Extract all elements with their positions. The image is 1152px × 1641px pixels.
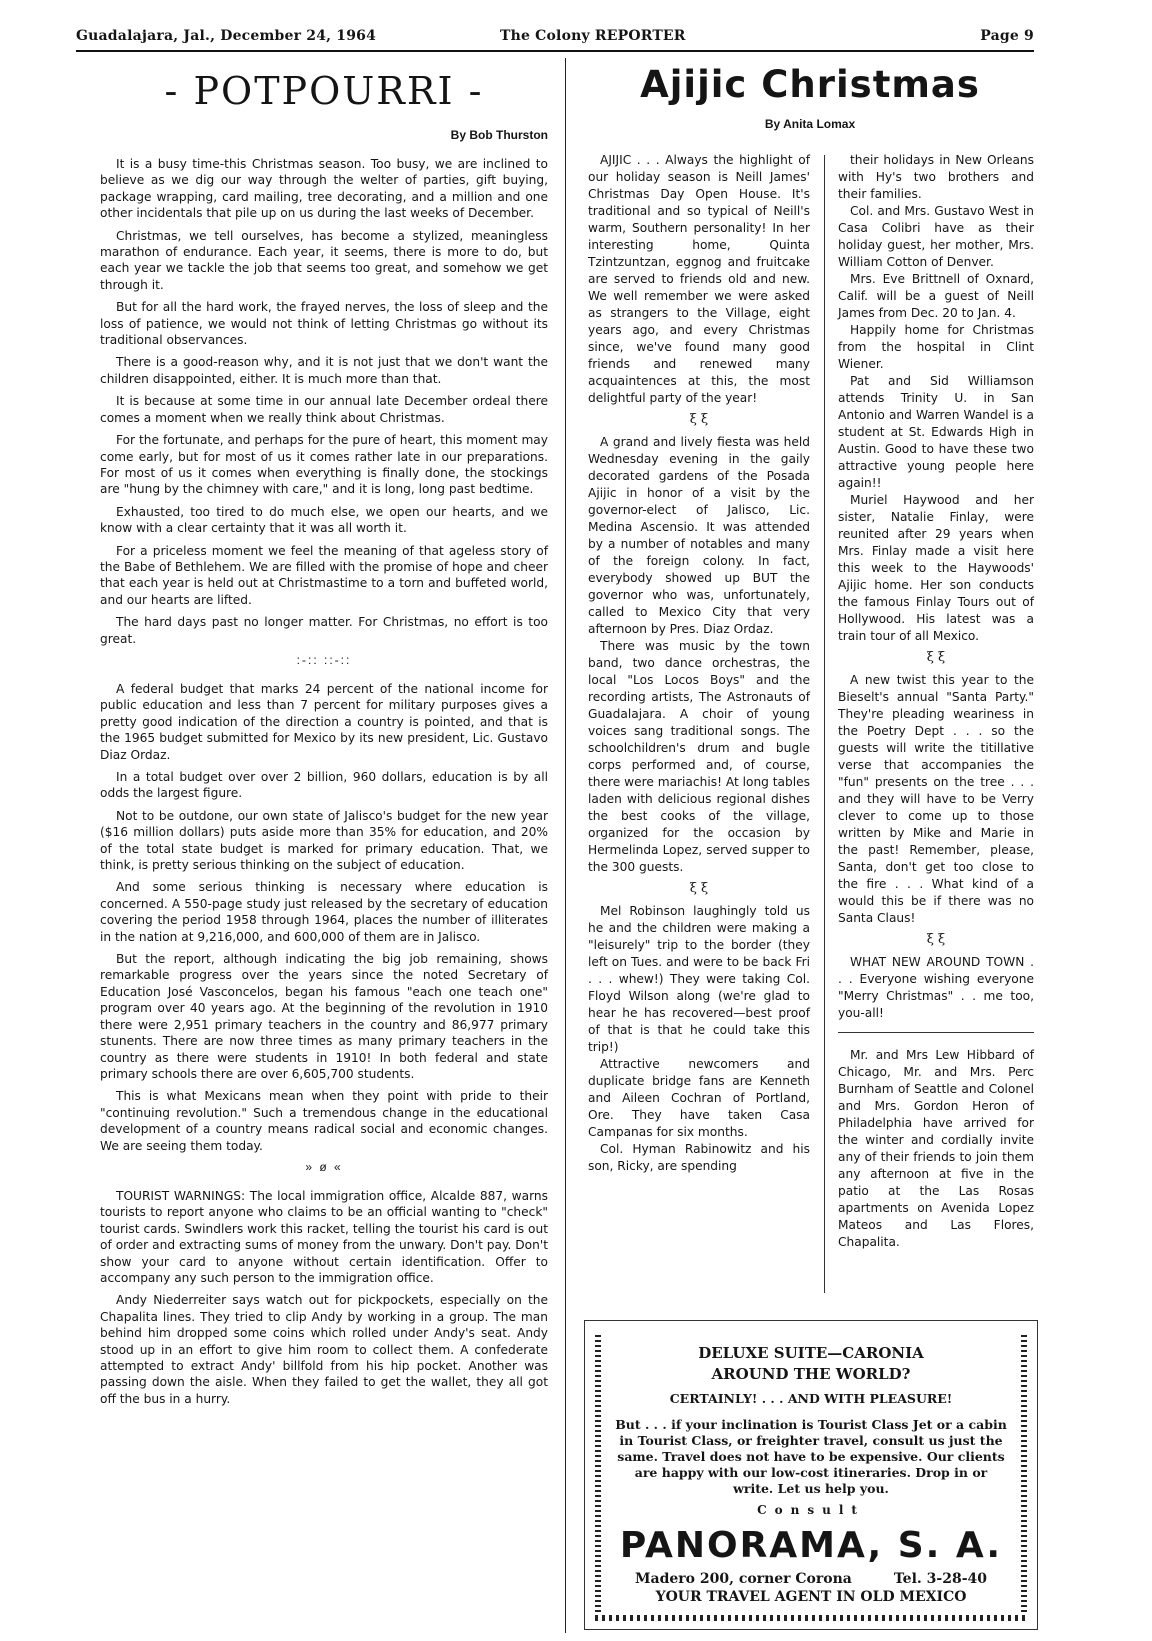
ad-contact	[615, 1571, 1007, 1587]
paragraph: There is a good-reason why, and it is not just that we don't want the children disappointed, either. It is much more than that.	[100, 355, 548, 386]
paragraph: Col. and Mrs. Gustavo West in Casa Colibri have as their holiday guest, her mother, Mrs. William Cotton of Denver.	[838, 204, 1034, 269]
paragraph: Pat and Sid Williamson attends Trinity U. in San Antonio and Warren Wandel is a student at St. Edwards High in Austin. Good to have these two attractive young people here again!!	[838, 374, 1034, 490]
ad-border-bottom	[595, 1615, 1027, 1621]
ad-tagline: CERTAINLY! . . . AND WITH PLEASURE!	[669, 1391, 953, 1406]
header-page-number: Page 9	[980, 28, 1034, 44]
paragraph: Mel Robinson laughingly told us he and the children were making a "leisurely" trip to the border (they left on Tues. and were to be back Fri . . . whew!) They were taking Col. Floyd Wilson along (we're glad to hear he has recovered—best proof of that is that he could take this trip!)	[588, 904, 810, 1054]
paragraph: And some serious thinking is necessary where education is concerned. A 550-page study just released by the secretary of education covering the period 1958 through 1964, places the number of illiterates in the nation at 9,216,000, and 600,000 of them are in Jalisco.	[100, 880, 548, 944]
ad-company-name: PANORAMA, S. A.	[619, 1525, 1003, 1566]
paragraph: The hard days past no longer matter. For Christmas, no effort is too great.	[100, 615, 548, 646]
ad-body: But . . . if your inclination is Tourist Class Jet or a cabin in Tourist Class, or freighter travel, consult us just the same. Travel does not have to be expensive. Our clients are happy with our low-cost itineraries. Drop in or write. Let us help you.	[615, 1417, 1007, 1496]
divider	[838, 1032, 1034, 1033]
paragraph: Col. Hyman Rabinowitz and his son, Ricky, are spending	[588, 1142, 810, 1173]
paragraph: WHAT NEW AROUND TOWN . . . Everyone wishing everyone "Merry Christmas" . . me too, you-all!	[838, 955, 1034, 1020]
ajijic-title: Ajijic Christmas	[640, 63, 980, 106]
paragraph: But for all the hard work, the frayed nerves, the loss of sleep and the loss of patience, we would not think of letting Christmas go without its traditional observances.	[100, 300, 548, 348]
paragraph: There was music by the town band, two dance orchestras, the local "Los Locos Boys" and the recording artists, The Astronauts of Guadalajara. A choir of young voices sang traditional songs. The schoolchildren's drum and bugle corps performed and, of course, there were mariachis! At long tables laden with delicious regional dishes the best cooks of the village, organized for the occasion by Hermelinda Lopez, served supper to the 300 guests.	[588, 639, 810, 874]
ad-slogan: YOUR TRAVEL AGENT IN OLD MEXICO	[655, 1589, 967, 1605]
ajijic-column-1	[588, 152, 810, 1175]
ajijic-column-2	[838, 152, 1034, 1251]
paragraph: For the fortunate, and perhaps for the pure of heart, this moment may come early, but for most of us it comes rather late in our preparations. For most of us it comes when everything is finally done, the stockings are "hung by the chimney with care," and it is long, long past bedtime.	[100, 433, 548, 497]
paragraph: In a total budget over over 2 billion, 960 dollars, education is by all odds the largest figure.	[100, 770, 548, 801]
potpourri-column	[100, 58, 548, 1413]
page-header	[76, 24, 1034, 50]
paragraph: Happily home for Christmas from the hospital in Clint Wiener.	[838, 323, 1034, 371]
paragraph: A federal budget that marks 24 percent of the national income for public education and less than 7 percent for military purposes gives a pretty good indication of the direction a country is pointed, and that is the 1965 budget submitted for Mexico by its new president, Lic. Gustavo Diaz Ordaz.	[100, 681, 548, 762]
paragraph: It is because at some time in our annual late December ordeal there comes a moment when we really think about Christmas.	[100, 394, 548, 425]
paragraph: It is a busy time-this Christmas season. Too busy, we are inclined to believe as we dig our way through the welter of parties, gift buying, package wrapping, card mailing, tree decorating, and a million and one other incidentals that pile up on us during the last weeks of December.	[100, 157, 548, 221]
header-dateline: Guadalajara, Jal., December 24, 1964	[76, 28, 377, 44]
potpourri-byline: By Bob Thurston	[450, 128, 548, 142]
ornament: ξ ξ	[926, 932, 946, 947]
paragraph: Mr. and Mrs Lew Hibbard of Chicago, Mr. and Mrs. Perc Burnham of Seattle and Colonel and Mrs. Gordon Heron of Philadelphia have arrived for the winter and cordially invite any of their friends to join them any afternoon at five in the patio at the Las Rosas apartments on Avenida Lopez Mateos and Las Flores, Chapalita.	[838, 1048, 1034, 1249]
ad-content	[615, 1343, 1007, 1605]
paragraph: Mrs. Eve Brittnell of Oxnard, Calif. will be a guest of Neill James from Dec. 20 to Jan. 4.	[838, 272, 1034, 320]
ornament: ξ ξ	[689, 881, 709, 896]
column-divider	[565, 58, 566, 1633]
ad-consult: Consult	[757, 1503, 865, 1517]
ad-headline: DELUXE SUITE—CARONIA	[698, 1344, 924, 1362]
column-divider-right	[824, 155, 825, 1293]
paragraph: For a priceless moment we feel the meaning of that ageless story of the Babe of Bethlehem. We are filled with the promise of hope and cheer that each year is held out at Christmastime to a torn and buffeted world, and our hearts are lifted.	[100, 543, 548, 607]
potpourri-title: - POTPOURRI -	[164, 69, 484, 113]
paragraph: Christmas, we tell ourselves, has become a stylized, meaningless marathon of endurance. Each year, it seems, there is more to do, but each year we tackle the job that seems too great, and somehow we get through it.	[100, 228, 548, 292]
section-separator: :-:: ::-::	[296, 652, 352, 667]
paragraph: Muriel Haywood and her sister, Natalie Finlay, were reunited after 29 years when Mrs. Finlay made a visit here this week to the Haywoods' Ajijic home. Her son conducts the famous Finlay Tours out of Hollywood. His latest was a train tour of all Mexico.	[838, 493, 1034, 643]
paragraph: their holidays in New Orleans with Hy's two brothers and their families.	[838, 153, 1034, 201]
paragraph: TOURIST WARNINGS: The local immigration office, Alcalde 887, warns tourists to report anyone who claims to be an official wanting to "check" tourist cards. Swindlers work this racket, telling the tourist his card is out of order and extracting sums of money from the unwary. Don't pay. Don't show your card to anyone without certain identification. Offer to accompany any such person to the immigration office.	[100, 1188, 548, 1285]
ad-border-right	[1021, 1335, 1027, 1615]
paragraph: Attractive newcomers and duplicate bridge fans are Kenneth and Aileen Cochran of Portland, Ore. They have taken Casa Campanas for six months.	[588, 1057, 810, 1139]
paragraph: Andy Niederreiter says watch out for pickpockets, especially on the Chapalita lines. They tried to clip Andy by working in a group. The man behind him dropped some coins which rolled under Andy's seat. Andy stood up in an effort to give him room to collect them. A confederate attempted to extract Andy' billfold from his hip pocket. Another was passing down the aisle. When they failed to get the wallet, they all got off the bus in a hurry.	[100, 1293, 548, 1406]
paragraph: This is what Mexicans mean when they point with pride to their "continuing revolution." Such a tremendous change in the educational development of a country means radical social and economic changes. We are seeing them today.	[100, 1089, 548, 1153]
section-separator: » ø «	[305, 1159, 343, 1174]
header-rule	[76, 50, 1034, 52]
ornament: ξ ξ	[926, 650, 946, 665]
ad-address: Madero 200, corner Corona	[635, 1571, 852, 1587]
paragraph: A grand and lively fiesta was held Wednesday evening in the gaily decorated gardens of the Posada Ajijic in honor of a visit by the governor-elect of Jalisco, Lic. Medina Ascensio. It was attended by a number of notables and many of the foreign colony. In fact, everybody showed up BUT the governor who was, unfortunately, called to Mexico City that very afternoon by Pres. Diaz Ordaz.	[588, 435, 810, 636]
ornament: ξ ξ	[689, 412, 709, 427]
paragraph: A new twist this year to the Bieselt's annual "Santa Party." They're pleading weariness in the Poetry Dept . . . so the guests will write the titillative verse that accompanies the "fun" presents on the tree . . . and they will have to be Verry clever to come up to those written by Mike and Marie in the past! Remember, please, Santa, don't get too close to the fire . . . What kind of a would this be if there was no Santa Claus!	[838, 673, 1034, 925]
paragraph: Exhausted, too tired to do much else, we open our hearts, and we know with a clear certainty that it was all worth it.	[100, 504, 548, 536]
header-masthead: The Colony REPORTER	[500, 28, 686, 44]
ad-border-left	[595, 1335, 601, 1615]
ad-subheadline: AROUND THE WORLD?	[711, 1365, 911, 1383]
paragraph: AJIJIC . . . Always the highlight of our holiday season is Neill James' Christmas Day Open House. It's traditional and so typical of Neill's warm, Southern personality! In her interesting home, Quinta Tzintzuntzan, eggnog and fruitcake are served to friends old and new. We well remember we were asked as strangers to the Village, eight years ago, and every Christmas since, we've found many good friends and renewed many acquaintences at this, the most delightful party of the year!	[588, 153, 810, 405]
ajijic-byline: By Anita Lomax	[764, 117, 856, 131]
ad-phone: Tel. 3-28-40	[893, 1571, 987, 1587]
panorama-advertisement	[584, 1320, 1038, 1630]
paragraph: Not to be outdone, our own state of Jalisco's budget for the new year ($16 million dollars) puts aside more than 35% for education, and 20% of the total state budget is marked for primary education. That, we think, is pretty serious thinking on the subject of education.	[100, 808, 548, 873]
paragraph: But the report, although indicating the big job remaining, shows remarkable progress over the years since the noted Secretary of Education José Vasconcelos, began his famous "each one teach one" program over 40 years ago. At the beginning of the revolution in 1910 there were 2,951 primary teachers in the country and 86,977 primary stunents. There are now three times as many primary teachers in the country as there were students in 1910! In both federal and state primary schools there are over 6,605,700 students.	[100, 952, 548, 1081]
